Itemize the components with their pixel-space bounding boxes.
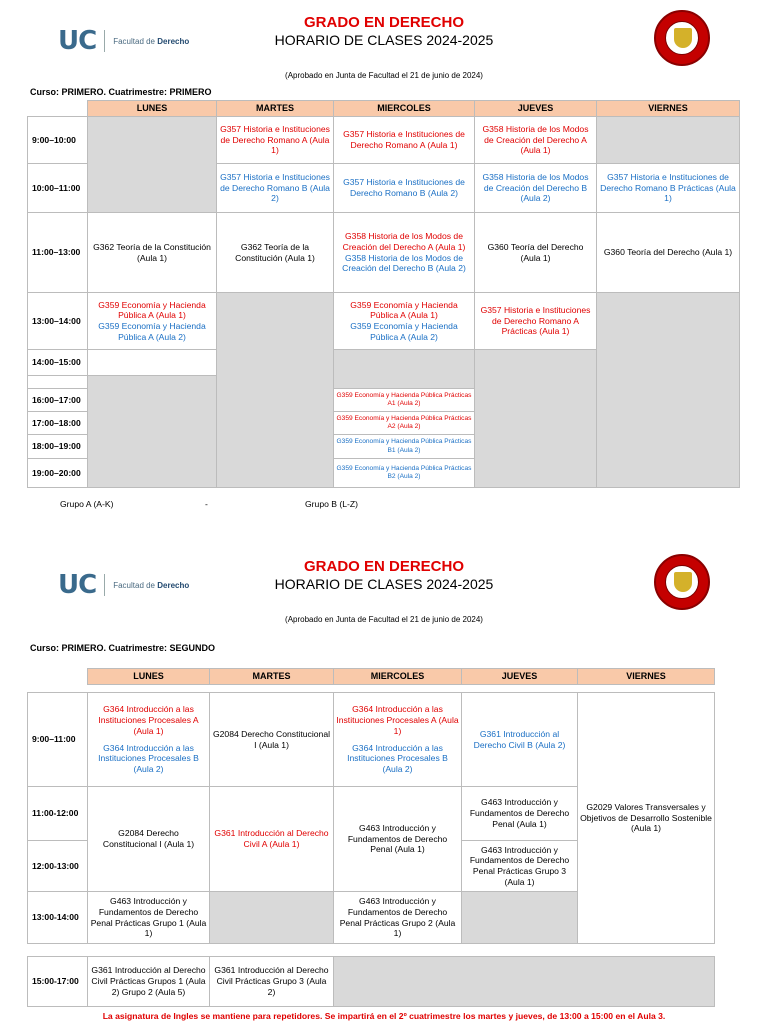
- class-cell: G357 Historia e Instituciones de Derecho Romano A Prácticas (Aula 1): [475, 293, 597, 350]
- empty-slot: [217, 293, 334, 488]
- empty-slot: [475, 350, 597, 488]
- university-seal-icon: [654, 10, 710, 66]
- uc-logo-text: UC: [58, 570, 97, 600]
- empty-slot: [334, 957, 715, 1007]
- time-slot: 14:00–15:00: [28, 350, 88, 376]
- time-slot: 15:00-17:00: [28, 957, 88, 1007]
- page-header-sem2: [0, 552, 768, 612]
- class-cell: G358 Historia de los Modos de Creación del Derecho B (Aula 2): [475, 164, 597, 213]
- day-header-martes: MARTES: [210, 669, 334, 685]
- time-slot: 11:00-12:00: [28, 787, 88, 841]
- class-cell: G358 Historia de los Modos de Creación del Derecho A (Aula 1) G358 Historia de los Modos de Creación del Derecho B (Aula 2): [334, 213, 475, 293]
- empty-slot: [210, 892, 334, 944]
- class-cell: G357 Historia e Instituciones de Derecho Romano B (Aula 2): [334, 164, 475, 213]
- page-subtitle: HORARIO DE CLASES 2024-2025: [274, 32, 494, 48]
- time-slot: 13:00–14:00: [28, 293, 88, 350]
- uc-logo-text: UC: [58, 26, 97, 56]
- class-cell: G357 Historia e Instituciones de Derecho Romano A (Aula 1): [334, 117, 475, 164]
- class-cell: G463 Introducción y Fundamentos de Derecho Penal (Aula 1): [462, 787, 578, 841]
- empty-slot: [597, 117, 740, 164]
- day-header-viernes: VIERNES: [597, 101, 740, 117]
- class-cell: G359 Economía y Hacienda Pública Prácticas A1 (Aula 2): [334, 389, 475, 412]
- legend-separator: -: [205, 499, 208, 509]
- faculty-label: Facultad de Derecho: [113, 580, 190, 590]
- class-cell: G362 Teoría de la Constitución (Aula 1): [88, 213, 217, 293]
- empty-slot: [597, 293, 740, 488]
- time-gap: [28, 376, 88, 389]
- class-cell: G359 Economía y Hacienda Pública Prácticas B2 (Aula 2): [334, 459, 475, 488]
- page-title: GRADO EN DERECHO: [303, 14, 464, 31]
- schedule-table-sem2-afternoon: [27, 956, 715, 1007]
- legend-group-b: Grupo B (L-Z): [305, 499, 359, 509]
- day-header-miercoles: MIERCOLES: [334, 669, 462, 685]
- time-slot: 9:00–11:00: [28, 693, 88, 787]
- legend-group-a: Grupo A (A-K): [60, 499, 114, 509]
- page-title: GRADO EN DERECHO: [303, 558, 464, 575]
- class-cell: G364 Introducción a las Instituciones Procesales A (Aula 1) G364 Introducción a las Instituciones Procesales B (Aula 2): [88, 693, 210, 787]
- class-cell: G463 Introducción y Fundamentos de Derecho Penal Prácticas Grupo 3 (Aula 1): [462, 841, 578, 892]
- time-slot: 19:00–20:00: [28, 459, 88, 488]
- class-cell: G359 Economía y Hacienda Pública Prácticas A2 (Aula 2): [334, 412, 475, 435]
- course-label: Curso: PRIMERO. Cuatrimestre: SEGUNDO: [30, 643, 216, 653]
- approval-note: (Aprobado en Junta de Facultad el 21 de junio de 2024): [285, 615, 483, 624]
- empty-slot: [334, 350, 475, 389]
- schedule-table-sem1: [27, 100, 740, 488]
- time-slot: 13:00-14:00: [28, 892, 88, 944]
- day-header-martes: MARTES: [217, 101, 334, 117]
- class-cell: G361 Introducción al Derecho Civil Prácticas Grupo 3 (Aula 2): [210, 957, 334, 1007]
- class-cell: G361 Introducción al Derecho Civil Prácticas Grupos 1 (Aula 2) Grupo 2 (Aula 5): [88, 957, 210, 1007]
- page-subtitle: HORARIO DE CLASES 2024-2025: [274, 576, 494, 592]
- class-cell: G357 Historia e Instituciones de Derecho Romano A (Aula 1): [217, 117, 334, 164]
- time-slot: 9:00–10:00: [28, 117, 88, 164]
- footer-note: La asignatura de Ingles se mantiene para repetidores. Se impartirá en el 2º cuatrimestre los martes y jueves, de 13:00 a 15:00 en el Aula 3.: [102, 1011, 666, 1021]
- class-cell: G362 Teoría de la Constitución (Aula 1): [217, 213, 334, 293]
- class-cell: G463 Introducción y Fundamentos de Derecho Penal Prácticas Grupo 1 (Aula 1): [88, 892, 210, 944]
- faculty-label: Facultad de Derecho: [113, 36, 190, 46]
- class-cell: G358 Historia de los Modos de Creación del Derecho A (Aula 1): [475, 117, 597, 164]
- class-cell: G360 Teoría del Derecho (Aula 1): [475, 213, 597, 293]
- page-header-sem1: [0, 8, 768, 68]
- day-header-jueves: JUEVES: [475, 101, 597, 117]
- class-cell: G2084 Derecho Constitucional I (Aula 1): [210, 693, 334, 787]
- day-header-lunes: LUNES: [88, 669, 210, 685]
- title-block: [0, 558, 768, 592]
- class-cell: G361 Introducción al Derecho Civil A (Aula 1): [210, 787, 334, 892]
- schedule-table-sem2: [27, 668, 715, 944]
- day-header-miercoles: MIERCOLES: [334, 101, 475, 117]
- class-cell: G364 Introducción a las Instituciones Procesales A (Aula 1) G364 Introducción a las Instituciones Procesales B (Aula 2): [334, 693, 462, 787]
- class-cell: G357 Historia e Instituciones de Derecho Romano B (Aula 2): [217, 164, 334, 213]
- class-cell: G359 Economía y Hacienda Pública A (Aula 1) G359 Economía y Hacienda Pública A (Aula 2): [334, 293, 475, 350]
- class-cell: G463 Introducción y Fundamentos de Derecho Penal (Aula 1): [334, 787, 462, 892]
- course-label: Curso: PRIMERO. Cuatrimestre: PRIMERO: [30, 87, 212, 97]
- empty-slot: [88, 376, 217, 488]
- class-cell: G2029 Valores Transversales y Objetivos de Desarrollo Sostenible (Aula 1): [578, 693, 715, 944]
- day-header-viernes: VIERNES: [578, 669, 715, 685]
- empty-slot: [88, 117, 217, 213]
- class-cell: G359 Economía y Hacienda Pública Prácticas B1 (Aula 2): [334, 435, 475, 459]
- time-slot: 12:00-13:00: [28, 841, 88, 892]
- empty-slot: [462, 892, 578, 944]
- day-header-jueves: JUEVES: [462, 669, 578, 685]
- class-cell: G357 Historia e Instituciones de Derecho Romano B Prácticas (Aula 1): [597, 164, 740, 213]
- title-block: [0, 14, 768, 48]
- time-slot: 10:00–11:00: [28, 164, 88, 213]
- day-header-lunes: LUNES: [88, 101, 217, 117]
- university-seal-icon: [654, 554, 710, 610]
- class-cell: G361 Introducción al Derecho Civil B (Aula 2): [462, 693, 578, 787]
- empty-slot: [88, 350, 217, 376]
- approval-note: (Aprobado en Junta de Facultad el 21 de junio de 2024): [285, 71, 483, 80]
- class-cell: G360 Teoría del Derecho (Aula 1): [597, 213, 740, 293]
- time-slot: 16:00–17:00: [28, 389, 88, 412]
- class-cell: G2084 Derecho Constitucional I (Aula 1): [88, 787, 210, 892]
- time-slot: 18:00–19:00: [28, 435, 88, 459]
- time-slot: 17:00–18:00: [28, 412, 88, 435]
- time-slot: 11:00–13:00: [28, 213, 88, 293]
- class-cell: G359 Economía y Hacienda Pública A (Aula 1) G359 Economía y Hacienda Pública A (Aula 2): [88, 293, 217, 350]
- class-cell: G463 Introducción y Fundamentos de Derecho Penal Prácticas Grupo 2 (Aula 1): [334, 892, 462, 944]
